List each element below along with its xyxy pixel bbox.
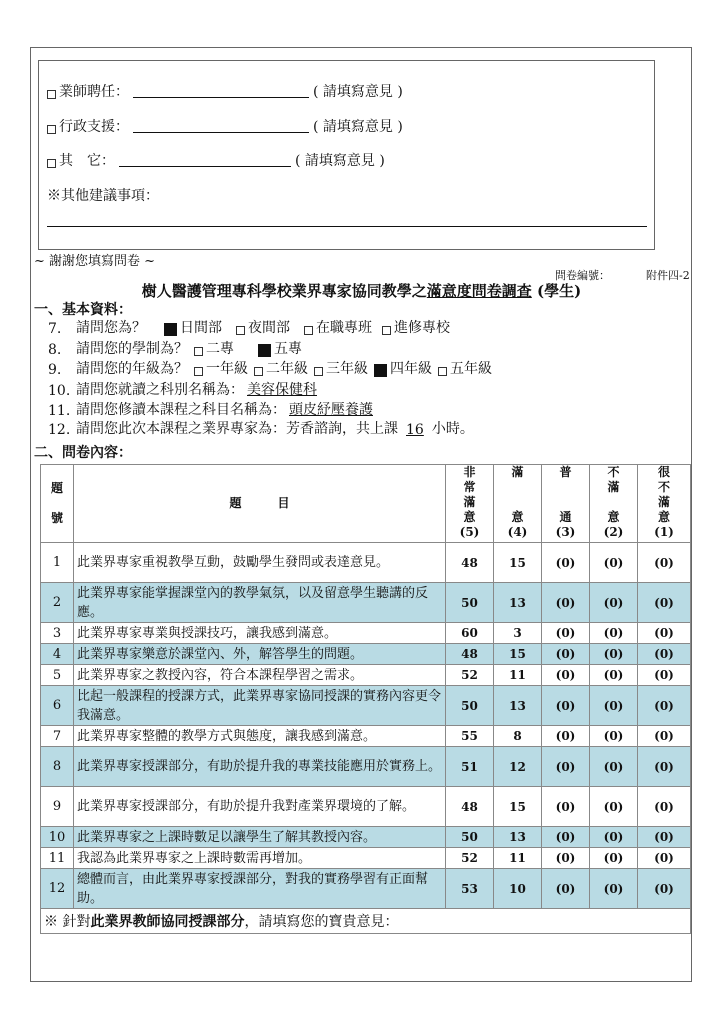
header-very-satisfied: 非 常 滿 意 (5)	[446, 465, 494, 543]
row-number: 10	[41, 827, 74, 848]
checkbox[interactable]	[194, 367, 203, 376]
row-count: 11	[494, 848, 542, 869]
row-question: 總體而言，由此業界專家授課部分，對我的實務學習有正面幫助。	[74, 869, 446, 909]
table-row	[41, 583, 691, 623]
row-count: (0)	[638, 543, 691, 583]
row-count: (0)	[542, 848, 590, 869]
blank-line[interactable]	[119, 165, 291, 167]
row-number: 1	[41, 543, 74, 583]
row-question: 我認為此業界專家之上課時數需再增加。	[74, 848, 446, 869]
row-count: 48	[446, 787, 494, 827]
answer-course[interactable]: 頭皮紓壓養護	[289, 402, 373, 418]
thanks-text: ~ 謝謝您填寫問卷 ~	[34, 254, 156, 269]
row-number: 8	[41, 747, 74, 787]
row-count: (0)	[590, 726, 638, 747]
row-count: 13	[494, 827, 542, 848]
checkbox-checked[interactable]	[258, 344, 271, 357]
row-count: 48	[446, 644, 494, 665]
row-count: (0)	[542, 644, 590, 665]
row-question: 此業界專家之教授內容，符合本課程學習之需求。	[74, 665, 446, 686]
row-question: 此業界專家專業與授課技巧，讓我感到滿意。	[74, 623, 446, 644]
row-number: 6	[41, 686, 74, 726]
row-question: 此業界專家之上課時數足以讓學生了解其教授內容。	[74, 827, 446, 848]
attachment-label: 附件四-2	[646, 269, 690, 282]
blank-line[interactable]	[133, 131, 309, 133]
row-count: (0)	[638, 747, 691, 787]
row-count: (0)	[638, 583, 691, 623]
row-count: (0)	[542, 686, 590, 726]
row-question: 此業界專家整體的教學方式與態度，讓我感到滿意。	[74, 726, 446, 747]
row-count: 55	[446, 726, 494, 747]
row-question: 比起一般課程的授課方式，此業界專家協同授課的實務內容更令我滿意。	[74, 686, 446, 726]
question-12: 12. 請問您此次本課程之業界專家為：芳香諮詢，共上課 16 小時。	[48, 421, 474, 438]
table-row	[41, 623, 691, 644]
checkbox[interactable]	[236, 326, 245, 335]
row-count: 11	[494, 665, 542, 686]
row-count: (0)	[542, 827, 590, 848]
survey-table	[40, 464, 691, 934]
question-8: 8. 請問您的學制為？ 二專 五專	[48, 341, 302, 358]
table-row	[41, 747, 691, 787]
option-admin-support: 行政支援： ( 請填寫意見 )	[47, 116, 403, 136]
row-count: (0)	[638, 726, 691, 747]
row-count: (0)	[542, 726, 590, 747]
row-count: (0)	[590, 869, 638, 909]
question-7: 7. 請問您為？ 日間部 夜間部 在職專班 進修專校	[48, 320, 450, 337]
header-very-dissatisfied: 很 不 滿 意 (1)	[638, 465, 691, 543]
row-count: (0)	[638, 827, 691, 848]
row-count: (0)	[638, 686, 691, 726]
answer-hours[interactable]: 16	[406, 422, 424, 438]
row-count: 53	[446, 869, 494, 909]
option-mentor-hiring: 業師聘任： ( 請填寫意見 )	[47, 81, 403, 101]
table-row	[41, 644, 691, 665]
header-number: 題 號	[41, 465, 74, 543]
row-count: 50	[446, 686, 494, 726]
row-question: 此業界專家樂意於課堂內、外，解答學生的問題。	[74, 644, 446, 665]
checkbox[interactable]	[314, 367, 323, 376]
row-count: 52	[446, 665, 494, 686]
checkbox[interactable]	[194, 347, 203, 356]
row-question: 此業界專家授課部分，有助於提升我的專業技能應用於實務上。	[74, 747, 446, 787]
row-number: 4	[41, 644, 74, 665]
row-count: (0)	[638, 787, 691, 827]
table-row	[41, 869, 691, 909]
row-number: 11	[41, 848, 74, 869]
row-count: 13	[494, 583, 542, 623]
row-count: (0)	[590, 623, 638, 644]
row-count: (0)	[542, 623, 590, 644]
row-count: 52	[446, 848, 494, 869]
row-number: 3	[41, 623, 74, 644]
section-survey-content: 二、問卷內容：	[34, 445, 132, 461]
row-count: (0)	[542, 787, 590, 827]
row-count: 13	[494, 686, 542, 726]
row-count: (0)	[590, 827, 638, 848]
row-count: 12	[494, 747, 542, 787]
row-count: 15	[494, 644, 542, 665]
row-question: 此業界專家授課部分，有助於提升我對產業界環境的了解。	[74, 787, 446, 827]
row-count: (0)	[590, 583, 638, 623]
checkbox[interactable]	[47, 125, 56, 134]
row-count: (0)	[590, 665, 638, 686]
row-number: 2	[41, 583, 74, 623]
checkbox[interactable]	[254, 367, 263, 376]
row-count: (0)	[638, 623, 691, 644]
row-count: 50	[446, 827, 494, 848]
table-row	[41, 848, 691, 869]
table-row	[41, 827, 691, 848]
checkbox[interactable]	[382, 326, 391, 335]
header-neutral: 普 通 (3)	[542, 465, 590, 543]
row-count: 50	[446, 583, 494, 623]
row-count: 51	[446, 747, 494, 787]
blank-line[interactable]	[133, 96, 309, 98]
row-count: (0)	[638, 848, 691, 869]
row-count: (0)	[542, 869, 590, 909]
header-item: 題 目	[74, 465, 446, 543]
comment-box	[38, 60, 655, 250]
row-count: 8	[494, 726, 542, 747]
row-count: (0)	[638, 869, 691, 909]
row-count: (0)	[590, 686, 638, 726]
other-suggestions-label: ※其他建議事項：	[47, 188, 159, 204]
row-count: (0)	[590, 747, 638, 787]
header-dissatisfied: 不 滿 意 (2)	[590, 465, 638, 543]
row-count: 15	[494, 543, 542, 583]
row-number: 7	[41, 726, 74, 747]
question-9: 9. 請問您的年級為？ 一年級 二年級 三年級 四年級 五年級	[48, 361, 492, 378]
row-count: (0)	[638, 665, 691, 686]
suggestion-line[interactable]	[47, 226, 647, 227]
question-11: 11. 請問您修讀本課程之科目名稱為： 頭皮紓壓養護	[48, 399, 376, 419]
row-question: 此業界專家重視教學互動，鼓勵學生發問或表達意見。	[74, 543, 446, 583]
checkbox[interactable]	[438, 367, 447, 376]
row-count: 60	[446, 623, 494, 644]
survey-id-label: 問卷編號：	[555, 269, 610, 282]
question-10: 10. 請問您就讀之科別名稱為： 美容保健科	[48, 379, 320, 399]
section-basic-info: 一、基本資料：	[34, 302, 132, 318]
row-count: (0)	[542, 543, 590, 583]
checkbox[interactable]	[304, 326, 313, 335]
row-count: 3	[494, 623, 542, 644]
row-count: (0)	[542, 583, 590, 623]
row-count: (0)	[542, 747, 590, 787]
row-question: 此業界專家能掌握課堂內的教學氣氛，以及留意學生聽講的反應。	[74, 583, 446, 623]
row-number: 5	[41, 665, 74, 686]
row-count: (0)	[590, 787, 638, 827]
checkbox[interactable]	[47, 159, 56, 168]
row-count: (0)	[590, 543, 638, 583]
header-satisfied: 滿 意 (4)	[494, 465, 542, 543]
option-other: 其 它： ( 請填寫意見 )	[47, 150, 385, 170]
table-row	[41, 665, 691, 686]
comment-prompt-row: ※ 針對此業界教師協同授課部分，請填寫您的寶貴意見：	[41, 909, 691, 934]
table-row	[41, 686, 691, 726]
checkbox-checked[interactable]	[374, 364, 387, 377]
row-count: (0)	[590, 644, 638, 665]
table-row	[41, 726, 691, 747]
row-number: 12	[41, 869, 74, 909]
row-count: 15	[494, 787, 542, 827]
row-count: (0)	[542, 665, 590, 686]
checkbox[interactable]	[47, 90, 56, 99]
table-row	[41, 787, 691, 827]
answer-department[interactable]: 美容保健科	[247, 382, 317, 398]
row-number: 9	[41, 787, 74, 827]
table-row	[41, 543, 691, 583]
checkbox-checked[interactable]	[164, 323, 177, 336]
table-header-row	[41, 465, 691, 543]
row-count: (0)	[638, 644, 691, 665]
row-count: (0)	[590, 848, 638, 869]
page-title: 樹人醫護管理專科學校業界專家協同教學之滿意度問卷調查 (學生)	[141, 282, 582, 300]
row-count: 10	[494, 869, 542, 909]
row-count: 48	[446, 543, 494, 583]
